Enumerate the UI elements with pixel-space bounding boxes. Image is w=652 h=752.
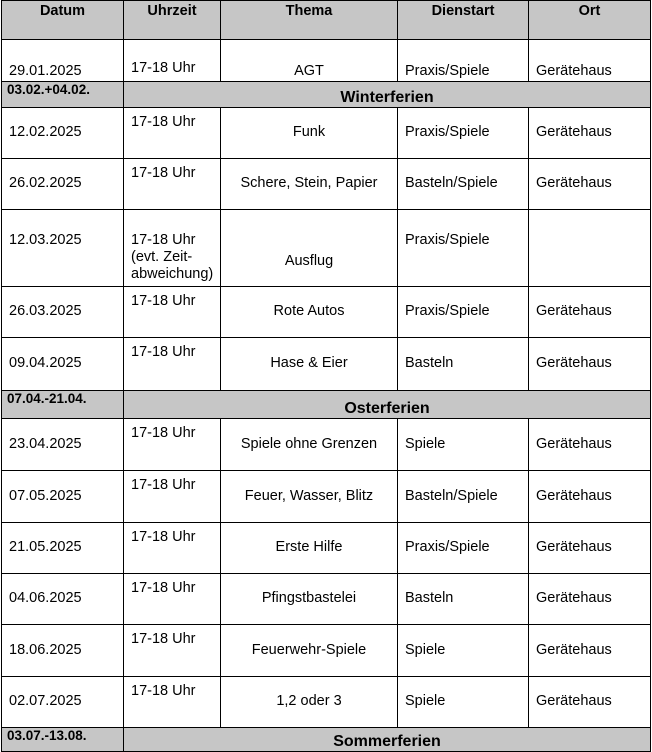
header-dienstart: Dienstart <box>398 1 529 40</box>
duty-cell: Praxis/Spiele <box>398 40 529 82</box>
date-cell: 09.04.2025 <box>2 338 124 391</box>
table-row <box>2 471 651 523</box>
header-thema: Thema <box>221 1 398 40</box>
time-note-2: abweichung) <box>131 266 214 282</box>
place-cell: Gerätehaus <box>529 287 651 338</box>
holiday-name: Winterferien <box>124 82 651 108</box>
place-cell: Gerätehaus <box>529 159 651 210</box>
theme-cell: Spiele ohne Grenzen <box>221 419 398 471</box>
theme-cell: Ausflug <box>221 210 398 287</box>
time-cell: 17-18 Uhr <box>124 419 221 471</box>
date-cell: 02.07.2025 <box>2 677 124 728</box>
duty-cell: Praxis/Spiele <box>398 108 529 159</box>
schedule-table <box>1 0 651 752</box>
theme-cell: AGT <box>221 40 398 82</box>
theme-cell: Schere, Stein, Papier <box>221 159 398 210</box>
theme-cell: Funk <box>221 108 398 159</box>
table-row <box>2 108 651 159</box>
date-cell: 12.02.2025 <box>2 108 124 159</box>
header-ort: Ort <box>529 1 651 40</box>
date-cell: 21.05.2025 <box>2 523 124 574</box>
header-uhrzeit: Uhrzeit <box>124 1 221 40</box>
place-cell: Gerätehaus <box>529 419 651 471</box>
place-cell: Gerätehaus <box>529 677 651 728</box>
time-cell: 17-18 Uhr <box>124 471 221 523</box>
time-cell: 17-18 Uhr <box>124 338 221 391</box>
table-row <box>2 419 651 471</box>
place-cell: Gerätehaus <box>529 471 651 523</box>
table-row <box>2 338 651 391</box>
duty-cell: Basteln <box>398 338 529 391</box>
duty-cell: Praxis/Spiele <box>398 287 529 338</box>
holiday-row <box>2 391 651 419</box>
table-row <box>2 574 651 625</box>
header-row <box>2 1 651 40</box>
holiday-range: 03.07.-13.08. <box>2 728 124 752</box>
theme-cell: Feuerwehr-Spiele <box>221 625 398 677</box>
place-cell: Gerätehaus <box>529 574 651 625</box>
duty-cell: Praxis/Spiele <box>398 210 529 287</box>
holiday-name: Sommerferien <box>124 728 651 752</box>
holiday-name: Osterferien <box>124 391 651 419</box>
duty-cell: Spiele <box>398 625 529 677</box>
holiday-range: 03.02.+04.02. <box>2 82 124 108</box>
place-cell: Gerätehaus <box>529 338 651 391</box>
place-cell: Gerätehaus <box>529 625 651 677</box>
time-cell: 17-18 Uhr <box>124 159 221 210</box>
time-cell: 17-18 Uhr <box>124 523 221 574</box>
time-cell: 17-18 Uhr <box>124 625 221 677</box>
date-cell: 04.06.2025 <box>2 574 124 625</box>
date-cell: 07.05.2025 <box>2 471 124 523</box>
duty-cell: Basteln/Spiele <box>398 471 529 523</box>
table-row <box>2 159 651 210</box>
place-cell <box>529 210 651 287</box>
theme-cell: 1,2 oder 3 <box>221 677 398 728</box>
duty-cell: Spiele <box>398 419 529 471</box>
duty-cell: Spiele <box>398 677 529 728</box>
table-row <box>2 287 651 338</box>
table-row <box>2 625 651 677</box>
time-main: 17-18 Uhr <box>131 232 196 248</box>
theme-cell: Rote Autos <box>221 287 398 338</box>
time-cell: 17-18 Uhr <box>124 574 221 625</box>
date-cell: 18.06.2025 <box>2 625 124 677</box>
duty-cell: Basteln/Spiele <box>398 159 529 210</box>
date-cell: 23.04.2025 <box>2 419 124 471</box>
theme-cell: Pfingstbastelei <box>221 574 398 625</box>
theme-cell: Hase & Eier <box>221 338 398 391</box>
theme-cell: Erste Hilfe <box>221 523 398 574</box>
place-cell: Gerätehaus <box>529 40 651 82</box>
date-cell: 12.03.2025 <box>2 210 124 287</box>
holiday-row <box>2 82 651 108</box>
table-row <box>2 523 651 574</box>
holiday-row <box>2 728 651 752</box>
theme-cell: Feuer, Wasser, Blitz <box>221 471 398 523</box>
table-row <box>2 677 651 728</box>
duty-cell: Praxis/Spiele <box>398 523 529 574</box>
table-row <box>2 210 651 287</box>
time-cell: 17-18 Uhr <box>124 108 221 159</box>
time-cell: 17-18 Uhr <box>124 287 221 338</box>
duty-cell: Basteln <box>398 574 529 625</box>
table-row <box>2 40 651 82</box>
date-cell: 26.03.2025 <box>2 287 124 338</box>
time-cell <box>124 210 221 287</box>
time-note-1: (evt. Zeit- <box>131 249 193 265</box>
date-cell: 26.02.2025 <box>2 159 124 210</box>
place-cell: Gerätehaus <box>529 523 651 574</box>
time-cell: 17-18 Uhr <box>124 40 221 82</box>
place-cell: Gerätehaus <box>529 108 651 159</box>
holiday-range: 07.04.-21.04. <box>2 391 124 419</box>
header-datum: Datum <box>2 1 124 40</box>
time-cell: 17-18 Uhr <box>124 677 221 728</box>
date-cell: 29.01.2025 <box>2 40 124 82</box>
